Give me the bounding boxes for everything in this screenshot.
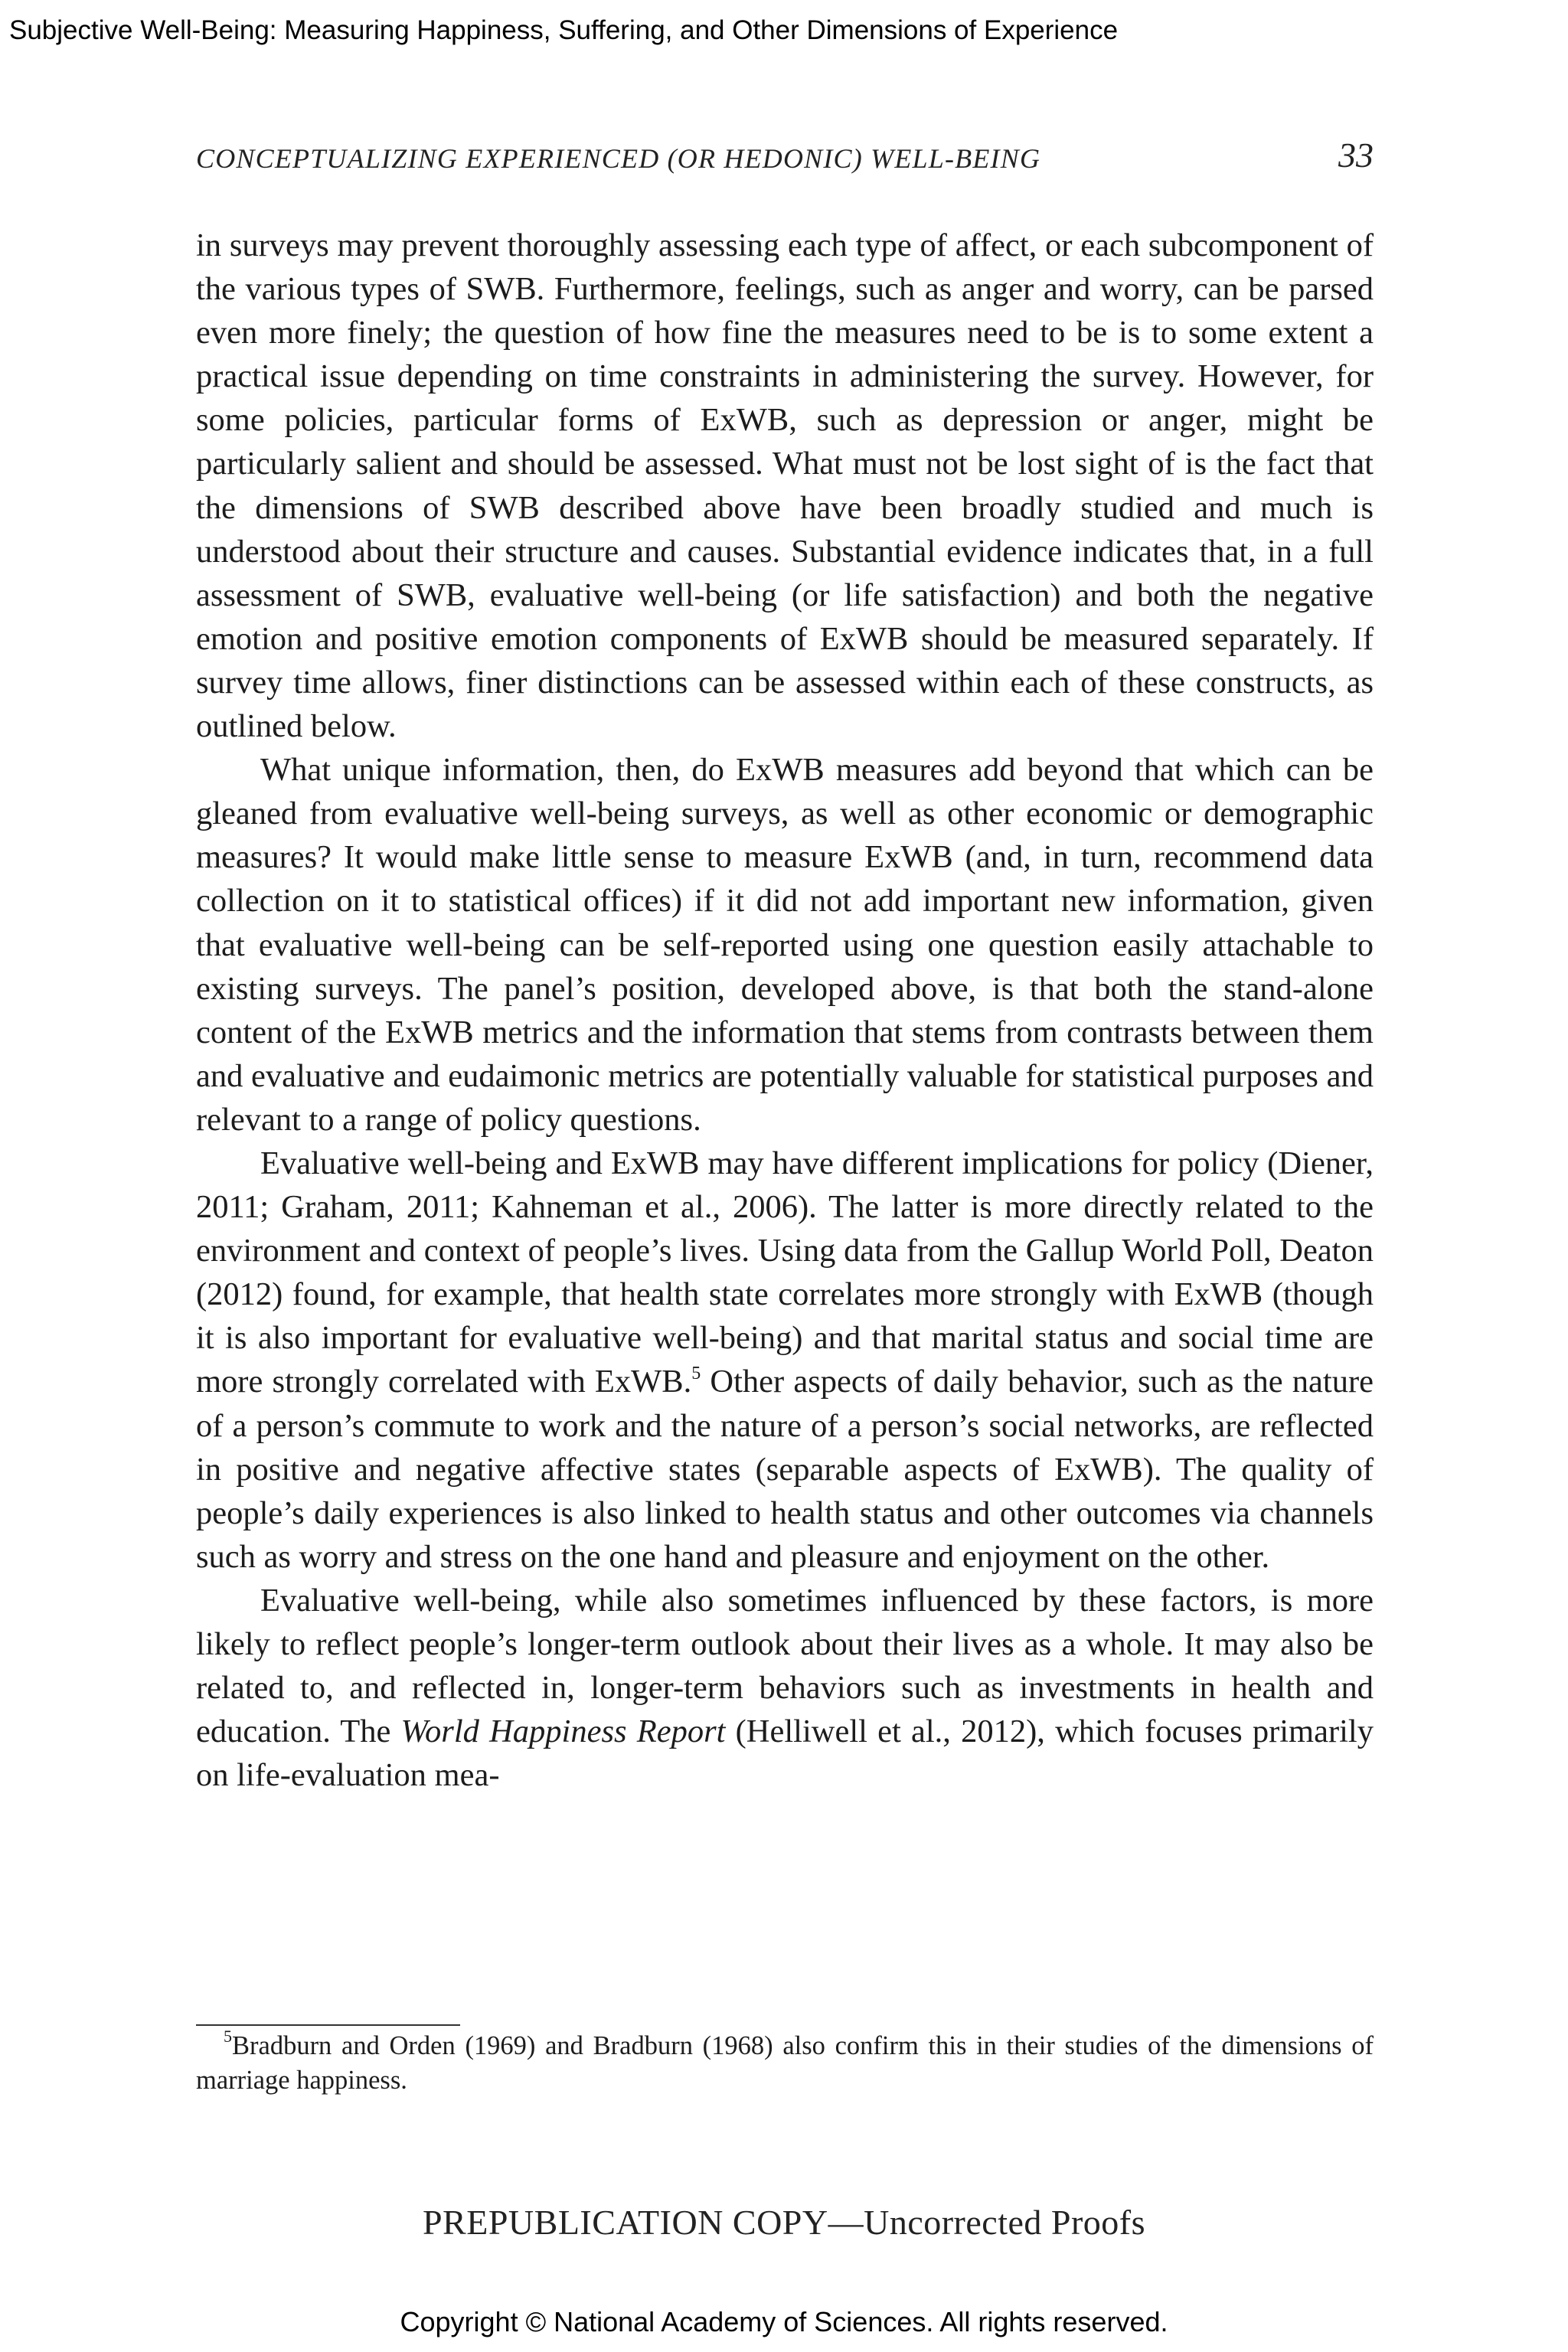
prepublication-notice: PREPUBLICATION COPY—Uncorrected Proofs: [422, 2203, 1146, 2242]
footnote-divider: [196, 2024, 460, 2026]
footnote-number: 5: [224, 2026, 232, 2046]
paragraph-2: What unique information, then, do ExWB measures add beyond that which can be gleaned from evaluative well-being surveys, as well as other economic or demographic measures? It would make little sense to measure ExWB (and, in turn, recommend data collection on it to statistical offices) if it did not add important new information, given that evaluative well-being can be self-reported using one question easily attachable to existing surveys. The panel’s position, developed above, is that both the stand-alone content of the ExWB metrics and the information that stems from contrasts between them and evaluative and eudaimonic metrics are potentially valuable for statistical purposes and relevant to a range of policy questions.: [196, 752, 1374, 1138]
paragraph-4-part-1: Evaluative well-being, while also sometimes influenced by these factors, is more likely to reflect people’s longer-term outlook about their lives as a whole. It may also be related to, and reflected in, longer-term behaviors such as investments in health and education. The: [196, 1582, 1374, 1750]
copyright-notice: Copyright © National Academy of Sciences. All rights reserved.: [400, 2306, 1168, 2337]
paragraph-4: [196, 1579, 1374, 1797]
footnote: [196, 2026, 1374, 2098]
body-text: [196, 224, 1374, 1797]
paragraph-4-part-2: (Helliwell et al., 2012), which focuses primarily on life-evaluation mea-: [196, 1713, 1374, 1794]
footnote-reference: 5: [691, 1364, 701, 1384]
paragraph-3-part-1: Evaluative well-being and ExWB may have different implications for policy (Diener, 2011; Graham, 2011; Kahneman et al., 2006). The latter is more directly related to the environment and context of people’s lives. Using data from the Gallup World Poll, Deaton (2012) found, for example, that health state correlates more strongly with ExWB (though it is also important for evaluative well-being) and that marital status and social time are more strongly correlated with ExWB.: [196, 1145, 1374, 1400]
paragraph-1: in surveys may prevent thoroughly assessing each type of affect, or each subcomponent of the various types of SWB. Furthermore, feelings, such as anger and worry, can be parsed even more finely; the question of how fine the measures need to be is to some extent a practical issue depending on time constraints in administering the survey. However, for some policies, particular forms of ExWB, such as depression or anger, might be particularly salient and should be assessed. What must not be lost sight of is the fact that the dimensions of SWB described above have been broadly studied and much is understood about their structure and causes. Substantial evidence indicates that, in a full assessment of SWB, evaluative well-being (or life satisfaction) and both the negative emotion and positive emotion components of ExWB should be measured separately. If survey time allows, finer distinctions can be assessed within each of these constructs, as outlined below.: [196, 227, 1374, 745]
document-header: Subjective Well-Being: Measuring Happiness, Suffering, and Other Dimensions of Experience: [9, 15, 1119, 45]
report-title: World Happiness Report: [400, 1713, 726, 1750]
page-number: 33: [1338, 136, 1374, 175]
paragraph-3: [196, 1142, 1374, 1579]
footnote-text: Bradburn and Orden (1969) and Bradburn (1968) also confirm this in their studies of the dimensions of marriage happiness.: [196, 2031, 1374, 2095]
paragraph-3-part-2: Other aspects of daily behavior, such as the nature of a person’s commute to work and the nature of a person’s social networks, are reflected in positive and negative affective states (separable aspects of ExWB). The quality of people’s daily experiences is also linked to health status and other outcomes via channels such as worry and stress on the one hand and pleasure and enjoyment on the other.: [196, 1364, 1374, 1575]
running-head-title: CONCEPTUALIZING EXPERIENCED (OR HEDONIC) WELL-BEING: [196, 143, 1041, 174]
